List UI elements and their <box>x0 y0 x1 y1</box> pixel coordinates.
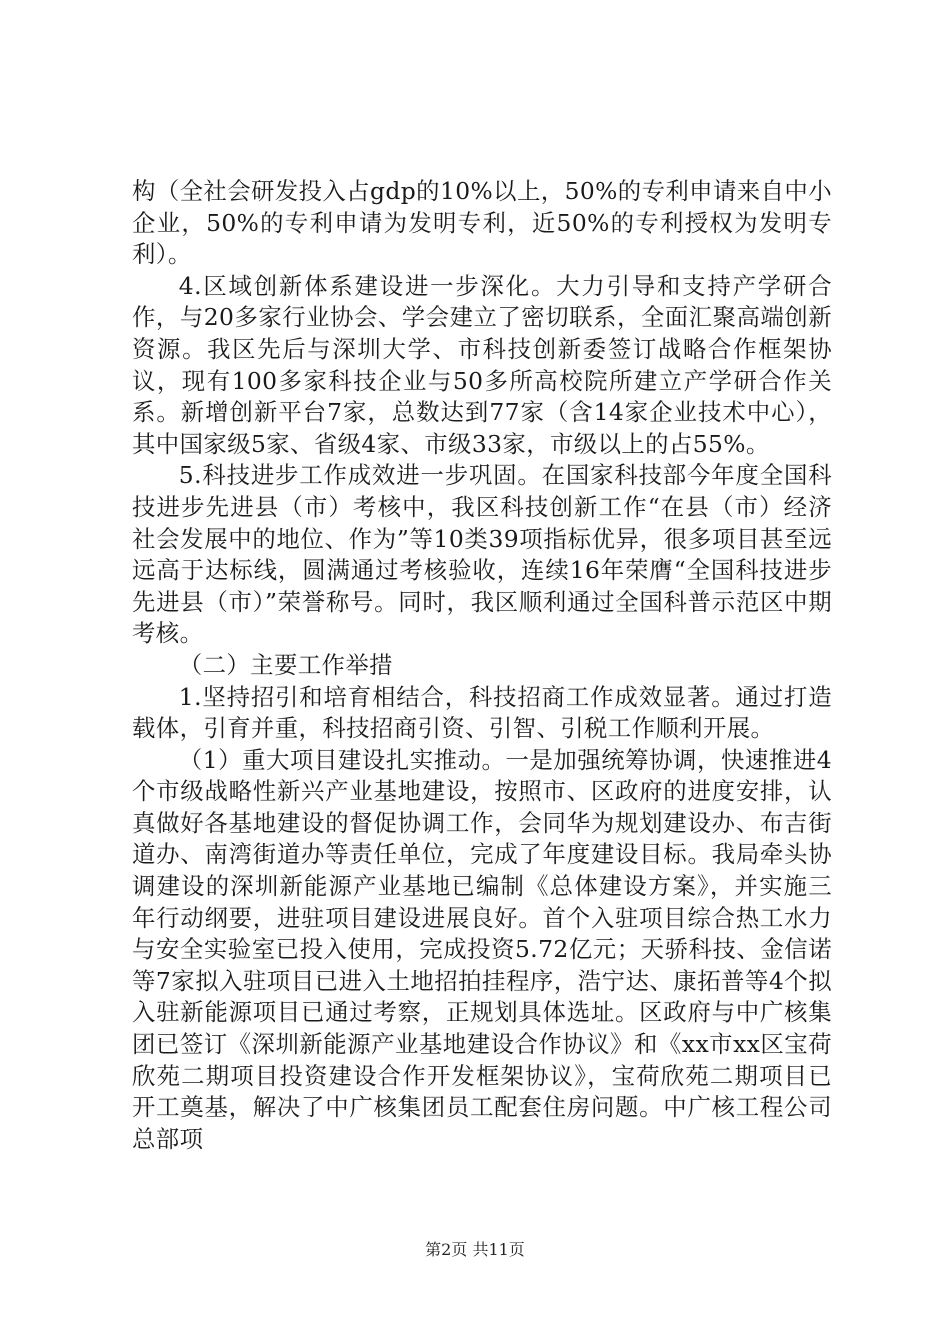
paragraph-innovation-system: 4.区域创新体系建设进一步深化。大力引导和支持产学研合作，与20多家行业协会、学会建立了密切联系，全面汇聚高端创新资源。我区先后与深圳大学、市科技创新委签订战略合作框架协议，现有100多家科技企业与50多所高校院所建立产学研合作关系。新增创新平台7家，总数达到77家（含14家企业技术中心），其中国家级5家、省级4家、市级33家，市级以上的占55%。 <box>132 271 832 458</box>
paragraph-continuation: 构（全社会研发投入占gdp的10%以上，50%的专利申请来自中小企业，50%的专利申请为发明专利，近50%的专利授权为发明专利）。 <box>132 177 832 269</box>
paragraph-investment-attraction: 1.坚持招引和培育相结合，科技招商工作成效显著。通过打造载体，引育并重，科技招商引资、引智、引税工作顺利开展。 <box>132 682 832 743</box>
paragraph-tech-progress: 5.科技进步工作成效进一步巩固。在国家科技部今年度全国科技进步先进县（市）考核中，我区科技创新工作“在县（市）经济社会发展中的地位、作为”等10类39项指标优异，很多项目甚至远远高于达标线，圆满通过考核验收，连续16年荣膺“全国科技进步先进县（市）”荣誉称号。同时，我区顺利通过全国科普示范区中期考核。 <box>132 461 832 648</box>
document-body <box>132 176 832 1155</box>
page-footer: 第2页 共11页 <box>425 1240 525 1259</box>
paragraph-major-projects: （1）重大项目建设扎实推动。一是加强统筹协调，快速推进4个市级战略性新兴产业基地建设，按照市、区政府的进度安排，认真做好各基地建设的督促协调工作，会同华为规划建设办、布吉街道办、南湾街道办等责任单位，完成了年度建设目标。我局牵头协调建设的深圳新能源产业基地已编制《总体建设方案》，并实施三年行动纲要，进驻项目建设进展良好。首个入驻项目综合热工水力与安全实验室已投入使用，完成投资5.72亿元；天骄科技、金信诺等7家拟入驻项目已进入土地招拍挂程序，浩宁达、康拓普等4个拟入驻新能源项目已通过考察，正规划具体选址。区政府与中广核集团已签订《深圳新能源产业基地建设合作协议》和《xx市xx区宝荷欣苑二期项目投资建设合作开发框架协议》，宝荷欣苑二期项目已开工奠基，解决了中广核集团员工配套住房问题。中广核工程公司总部项 <box>132 745 832 1153</box>
section-heading-main-measures: （二）主要工作举措 <box>178 650 393 679</box>
